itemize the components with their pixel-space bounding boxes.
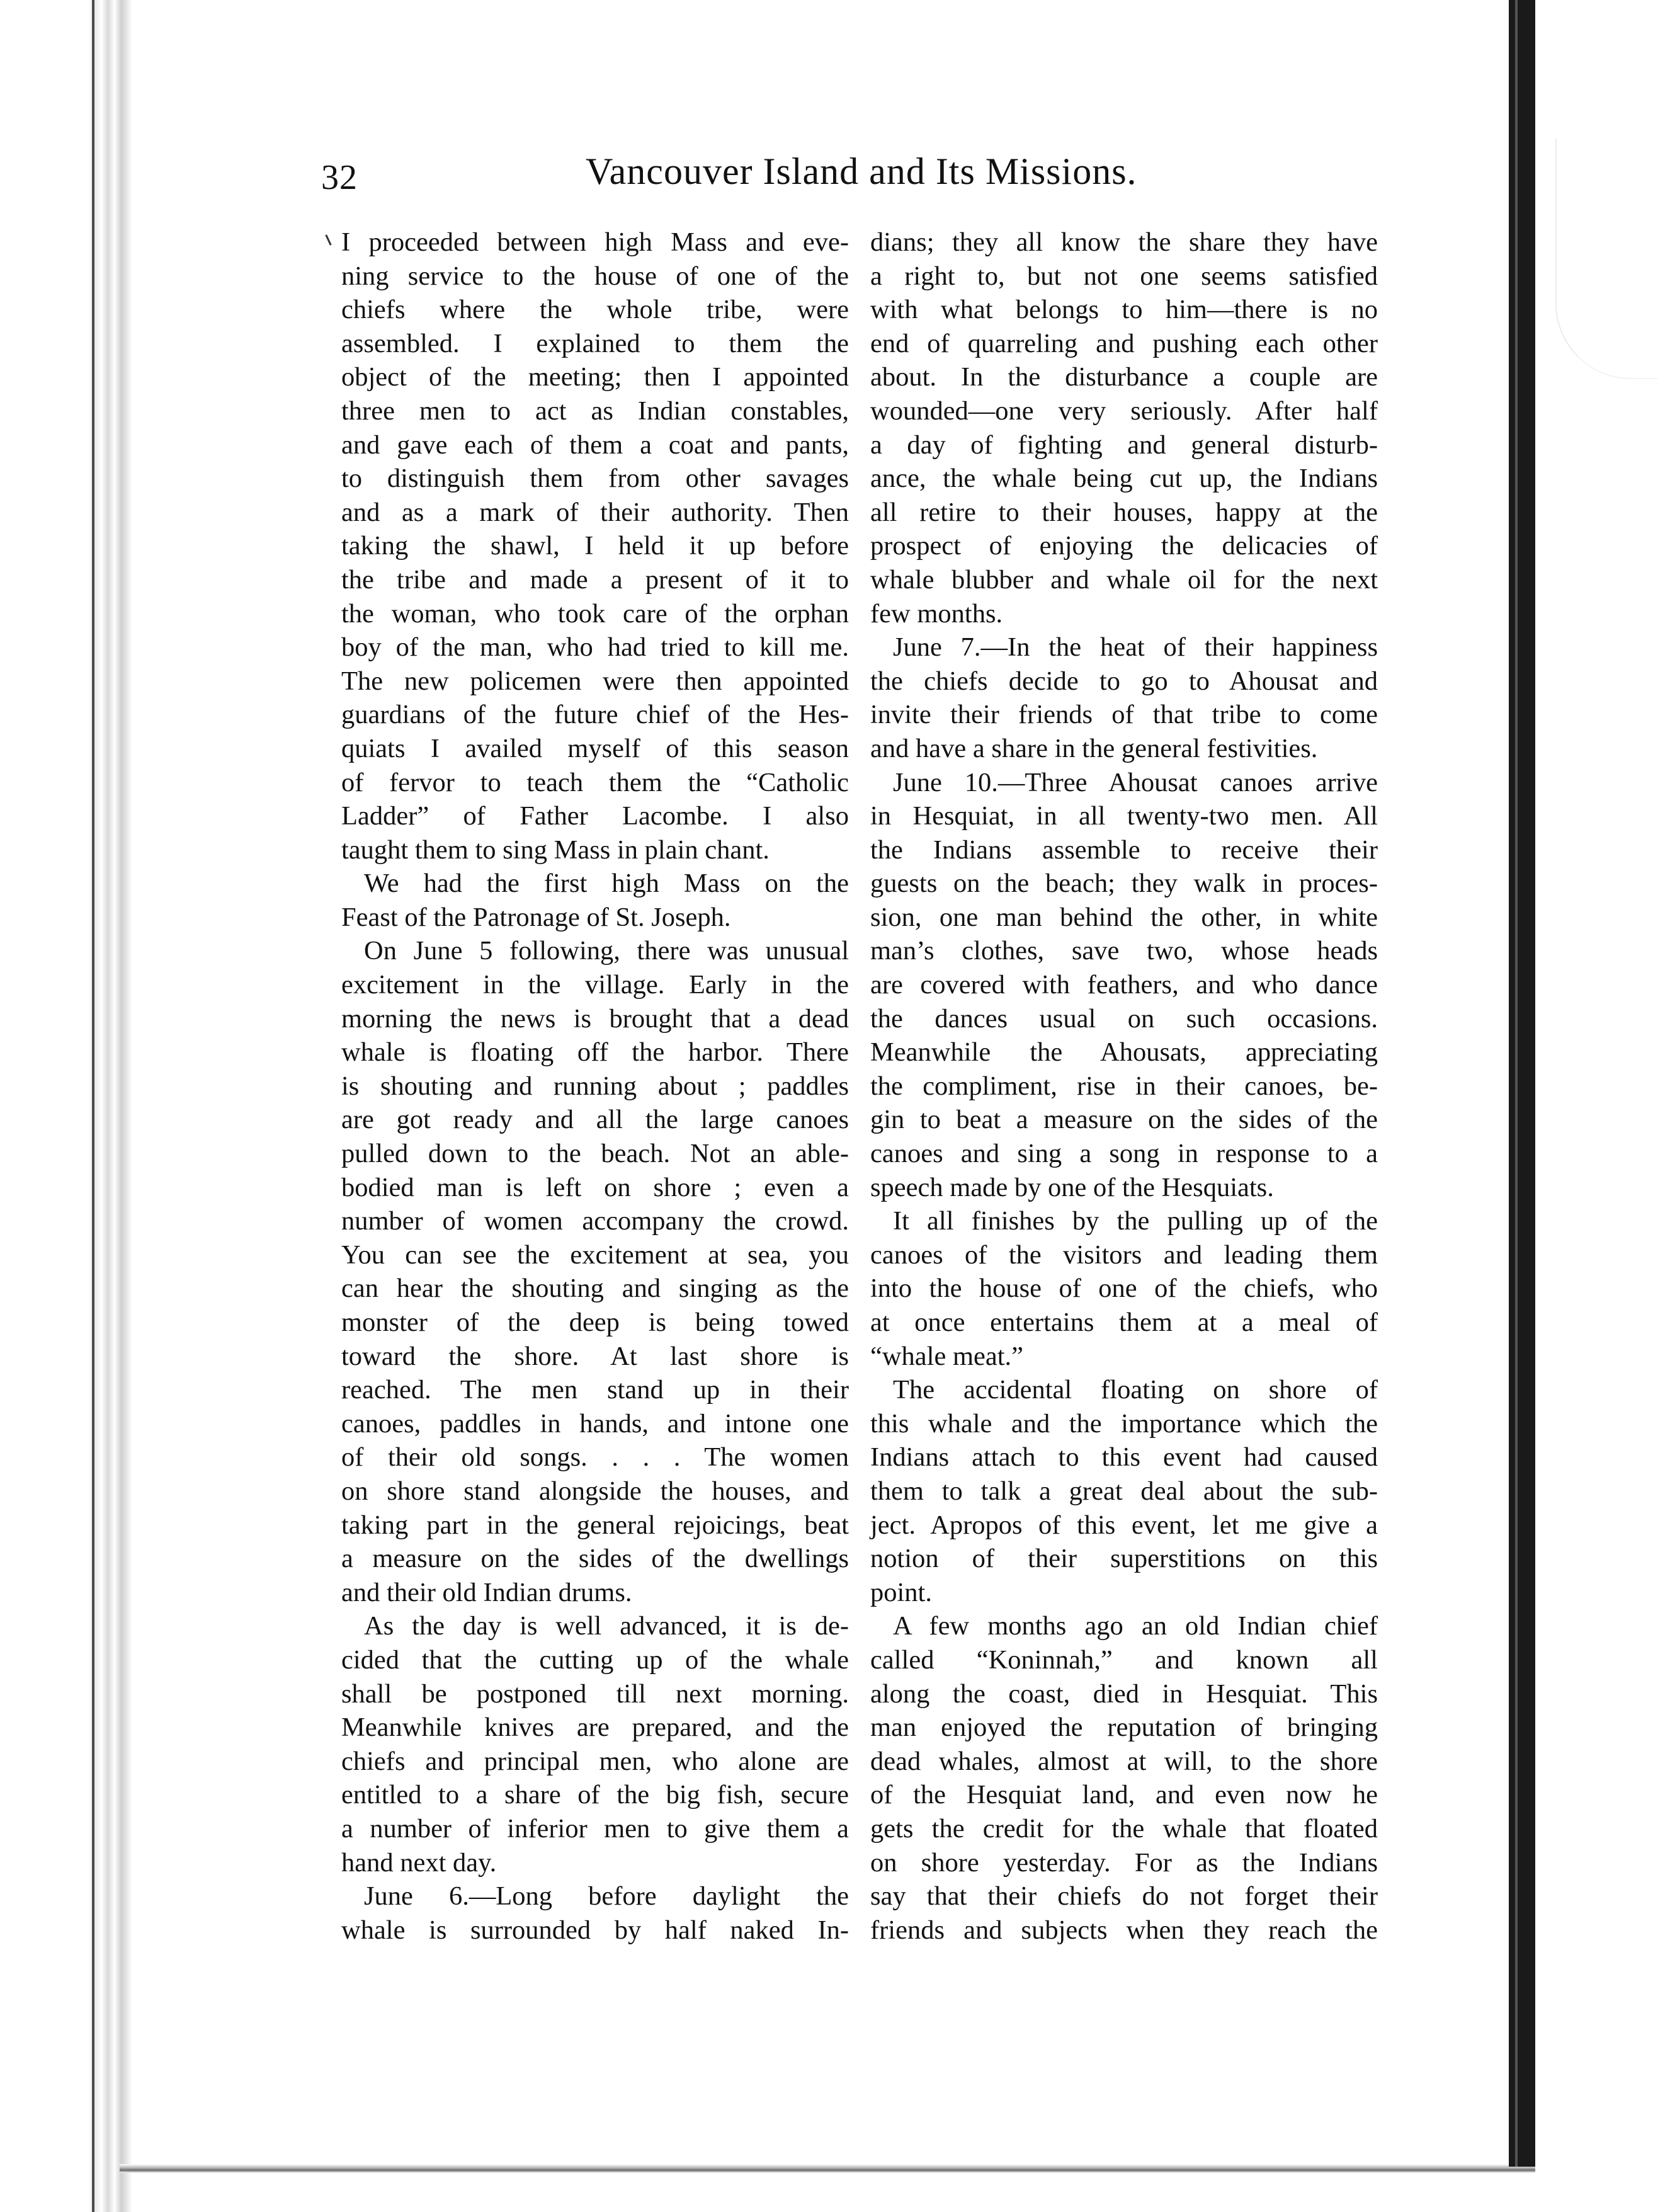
text-line: speech made by one of the Hesquiats.	[870, 1172, 1274, 1202]
text-line: whale is floating off the harbor. There	[341, 1037, 849, 1068]
text-line: quiats I availed myself of this season	[341, 733, 849, 763]
text-line: Feast of the Patronage of St. Joseph.	[341, 902, 731, 932]
text-line: chiefs and principal men, who alone are	[341, 1746, 849, 1776]
text-line: notion of their superstitions on this	[870, 1544, 1378, 1574]
text-line: the chiefs decide to go to Ahousat and	[870, 666, 1378, 696]
text-line: guests on the beach; they walk in proces-	[870, 869, 1378, 899]
text-line: on shore stand alongside the houses, and	[341, 1476, 849, 1506]
text-line: entitled to a share of the big fish, secure	[341, 1780, 849, 1810]
text-line: toward the shore. At last shore is	[341, 1341, 849, 1371]
text-line: end of quarreling and pushing each other	[870, 328, 1378, 358]
text-line: a right to, but not one seems satisfied	[870, 261, 1378, 291]
text-line: taking the shawl, I held it up before	[341, 531, 849, 561]
text-line: As the day is well advanced, it is de-	[364, 1611, 849, 1641]
text-line: point.	[870, 1577, 932, 1607]
text-line: chiefs where the whole tribe, were	[341, 295, 849, 325]
text-line: A few months ago an old Indian chief	[893, 1611, 1378, 1641]
text-line: on shore yesterday. For as the Indians	[870, 1847, 1378, 1878]
text-line: few months.	[870, 598, 1003, 629]
text-line: guardians of the future chief of the Hes-	[341, 700, 849, 730]
text-line: can hear the shouting and singing as the	[341, 1274, 849, 1304]
left-text-column	[341, 225, 849, 1947]
text-line: of fervor to teach them the “Catholic	[341, 767, 849, 797]
text-line: shall be postponed till next morning.	[341, 1679, 849, 1709]
text-line: called “Koninnah,” and known all	[870, 1645, 1378, 1675]
text-line: whale is surrounded by half naked In-	[341, 1915, 849, 1945]
text-line: hand next day.	[341, 1847, 497, 1878]
text-line: On June 5 following, there was unusual	[364, 936, 849, 966]
facing-page-bleed-through	[1555, 139, 1657, 379]
text-line: at once entertains them at a meal of	[870, 1308, 1378, 1337]
text-line: the tribe and made a present of it to	[341, 564, 849, 595]
text-line: to distinguish them from other savages	[341, 464, 849, 494]
text-line: ject. Apropos of this event, let me give a	[870, 1510, 1378, 1540]
text-line: them to talk a great deal about the sub-	[870, 1476, 1378, 1506]
text-line: I proceeded between high Mass and eve-	[341, 227, 849, 257]
text-line: prospect of enjoying the delicacies of	[870, 531, 1378, 561]
text-line: We had the first high Mass on the	[364, 869, 849, 899]
text-line: gin to beat a measure on the sides of the	[870, 1105, 1378, 1135]
text-line: cided that the cutting up of the whale	[341, 1645, 849, 1675]
text-line: boy of the man, who had tried to kill me.	[341, 632, 849, 663]
text-line: assembled. I explained to them the	[341, 328, 849, 358]
text-line: wounded—one very seriously. After half	[870, 396, 1378, 426]
text-line: taught them to sing Mass in plain chant.	[341, 835, 770, 865]
text-line: You can see the excitement at sea, you	[341, 1240, 849, 1270]
text-line: canoes of the visitors and leading them	[870, 1240, 1378, 1270]
text-line: taking part in the general rejoicings, beat	[341, 1510, 849, 1540]
text-line: It all finishes by the pulling up of the	[893, 1206, 1378, 1236]
text-line: friends and subjects when they reach the	[870, 1915, 1378, 1945]
text-line: about. In the disturbance a couple are	[870, 362, 1378, 392]
text-line: June 6.—Long before daylight the	[364, 1881, 849, 1912]
text-line: the woman, who took care of the orphan	[341, 598, 849, 629]
text-line: this whale and the importance which the	[870, 1408, 1378, 1439]
text-line: a measure on the sides of the dwellings	[341, 1544, 849, 1574]
text-line: The accidental floating on shore of	[893, 1375, 1378, 1405]
text-line: monster of the deep is being towed	[341, 1308, 849, 1337]
text-line: reached. The men stand up in their	[341, 1375, 849, 1405]
page-edge-bottom	[120, 2164, 1537, 2173]
text-line: ning service to the house of one of the	[341, 261, 849, 291]
text-line: morning the news is brought that a dead	[341, 1003, 849, 1034]
text-line: man’s clothes, save two, whose heads	[870, 936, 1378, 966]
text-line: the compliment, rise in their canoes, be-	[870, 1071, 1378, 1101]
right-text-column	[870, 225, 1378, 1947]
running-title: Vancouver Island and Its Missions.	[586, 151, 1137, 192]
text-line: canoes, paddles in hands, and intone one	[341, 1408, 849, 1439]
text-line: a day of fighting and general disturb-	[870, 430, 1378, 460]
page-number: 32	[321, 158, 358, 197]
text-line: say that their chiefs do not forget their	[870, 1881, 1378, 1912]
text-line: of the Hesquiat land, and even now he	[870, 1780, 1378, 1810]
text-line: and as a mark of their authority. Then	[341, 497, 849, 527]
text-line: three men to act as Indian constables,	[341, 396, 849, 426]
text-line: whale blubber and whale oil for the next	[870, 564, 1378, 595]
text-line: dians; they all know the share they have	[870, 227, 1378, 257]
text-line: the Indians assemble to receive their	[870, 835, 1378, 865]
text-line: man enjoyed the reputation of bringing	[870, 1713, 1378, 1743]
text-line: with what belongs to him—there is no	[870, 295, 1378, 325]
text-line: are got ready and all the large canoes	[341, 1105, 849, 1135]
text-line: object of the meeting; then I appointed	[341, 362, 849, 392]
text-line: The new policemen were then appointed	[341, 666, 849, 696]
text-line: are covered with feathers, and who dance	[870, 970, 1378, 1000]
text-line: June 10.—Three Ahousat canoes arrive	[893, 767, 1378, 797]
text-line: Indians attach to this event had caused	[870, 1442, 1378, 1473]
text-line: dead whales, almost at will, to the shore	[870, 1746, 1378, 1776]
text-line: is shouting and running about ; paddles	[341, 1071, 849, 1101]
text-line: of their old songs. . . . The women	[341, 1442, 849, 1473]
text-line: the dances usual on such occasions.	[870, 1003, 1378, 1034]
text-line: sion, one man behind the other, in white	[870, 902, 1378, 932]
text-line: bodied man is left on shore ; even a	[341, 1172, 849, 1202]
text-line: gets the credit for the whale that floated	[870, 1813, 1378, 1844]
text-line: June 7.—In the heat of their happiness	[893, 632, 1378, 663]
text-line: in Hesquiat, in all twenty-two men. All	[870, 801, 1378, 831]
text-line: all retire to their houses, happy at the	[870, 497, 1378, 527]
text-line: number of women accompany the crowd.	[341, 1206, 849, 1236]
text-line: “whale meat.”	[870, 1341, 1024, 1371]
text-line: Meanwhile the Ahousats, appreciating	[870, 1037, 1378, 1068]
text-line: Ladder” of Father Lacombe. I also	[341, 801, 849, 831]
text-line: excitement in the village. Early in the	[341, 970, 849, 1000]
text-line: ance, the whale being cut up, the Indians	[870, 464, 1378, 494]
text-line: and gave each of them a coat and pants,	[341, 430, 849, 460]
text-line: invite their friends of that tribe to come	[870, 700, 1378, 730]
text-line: into the house of one of the chiefs, who	[870, 1274, 1378, 1304]
text-line: a number of inferior men to give them a	[341, 1813, 849, 1844]
text-line: pulled down to the beach. Not an able-	[341, 1139, 849, 1169]
text-line: and have a share in the general festivities.	[870, 733, 1318, 763]
text-line: canoes and sing a song in response to a	[870, 1139, 1378, 1169]
page-gutter-left	[88, 0, 132, 2212]
text-line: and their old Indian drums.	[341, 1577, 632, 1607]
page-edge-line	[92, 0, 94, 2212]
margin-mark	[325, 234, 331, 246]
text-line: along the coast, died in Hesquiat. This	[870, 1679, 1378, 1709]
text-line: Meanwhile knives are prepared, and the	[341, 1713, 849, 1743]
book-spine-shadow	[1509, 0, 1535, 2167]
